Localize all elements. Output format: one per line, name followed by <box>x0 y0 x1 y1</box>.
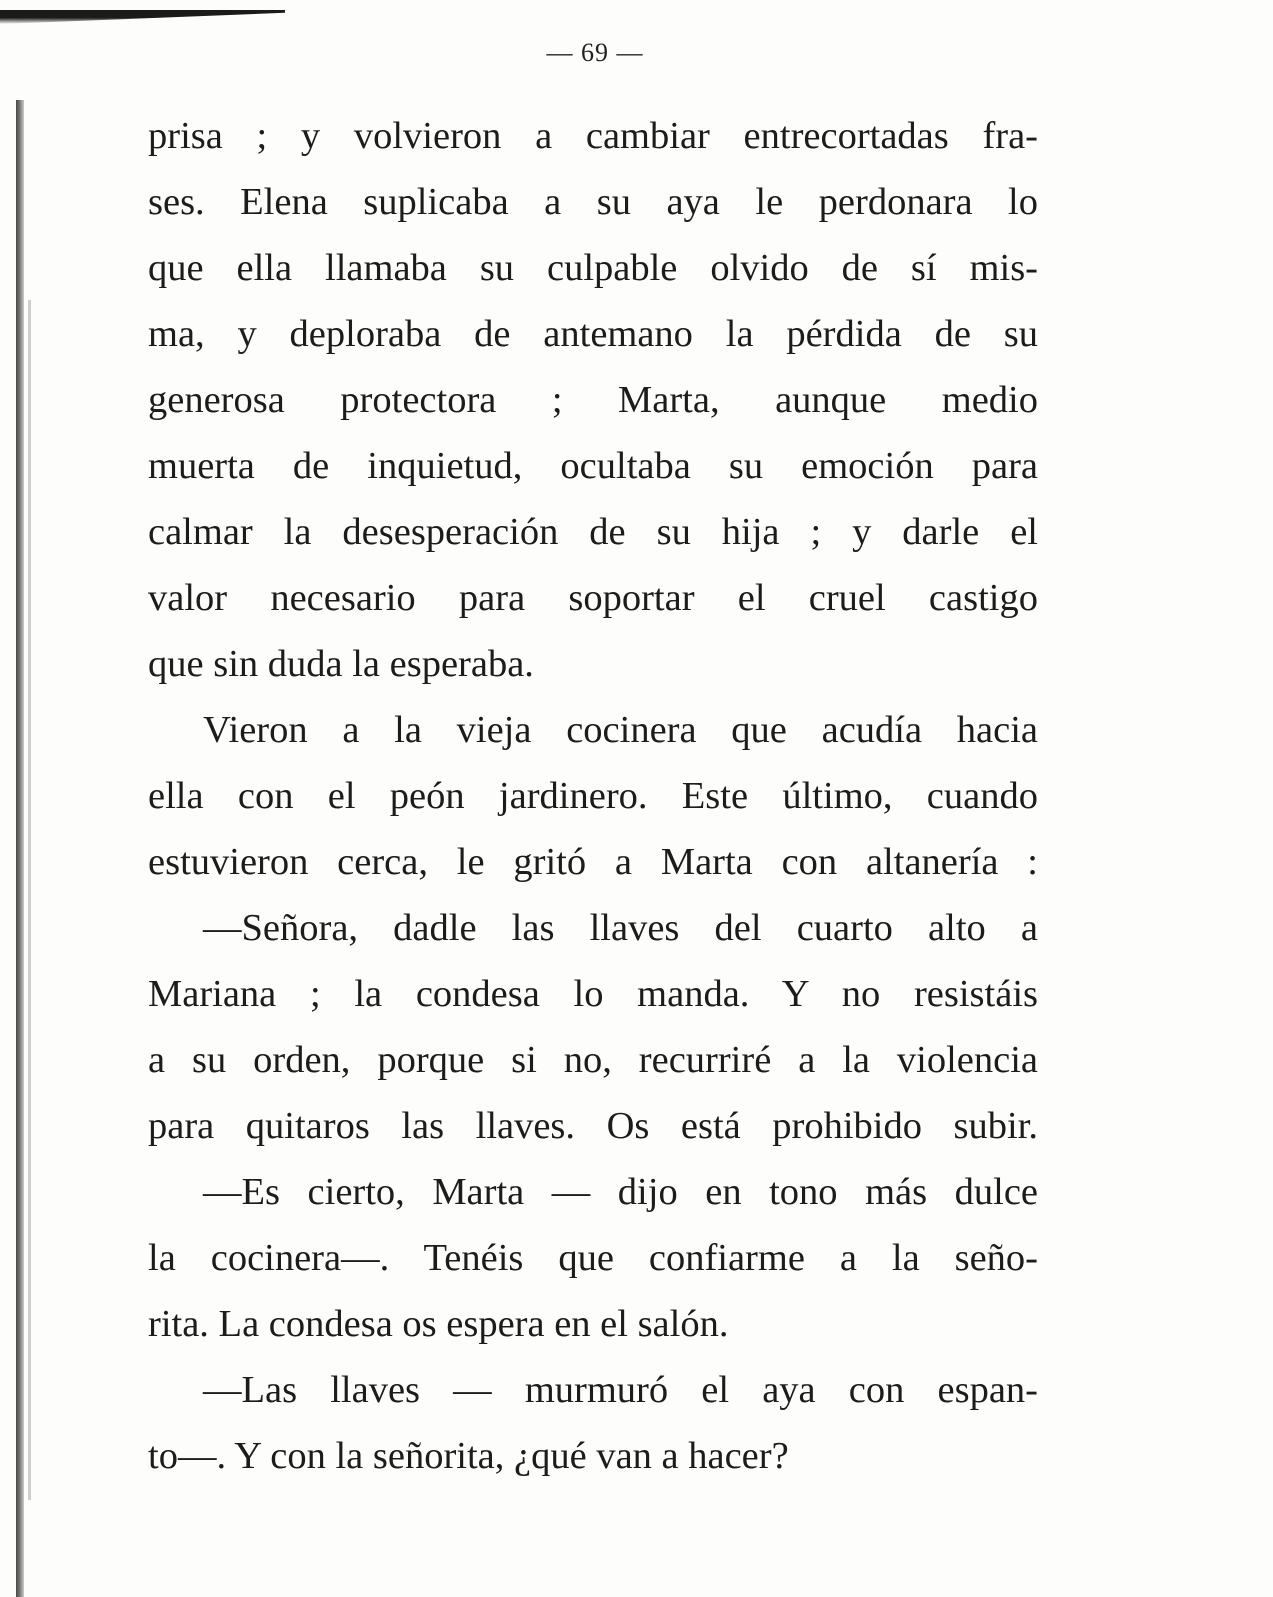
text-line: to—. Y con la señorita, ¿qué van a hacer? <box>148 1435 789 1477</box>
text-line: —Las llaves — murmuró el aya con espan- <box>203 1369 1038 1411</box>
text-line: Mariana ; la condesa lo manda. Y no resistáis <box>148 973 1038 1015</box>
text-line: valor necesario para soportar el cruel castigo <box>148 577 1038 619</box>
text-line: —Es cierto, Marta — dijo en tono más dulce <box>203 1171 1038 1213</box>
text-line: generosa protectora ; Marta, aunque medio <box>148 379 1038 421</box>
page-number: — 69 — <box>546 38 644 67</box>
binding-edge-faint <box>28 300 31 1500</box>
text-line: prisa ; y volvieron a cambiar entrecortadas fra- <box>148 115 1038 157</box>
top-ink-rule <box>0 10 285 24</box>
text-line: ses. Elena suplicaba a su aya le perdonara lo <box>148 181 1038 223</box>
text-line: ma, y deploraba de antemano la pérdida de su <box>148 313 1038 355</box>
text-line: —Señora, dadle las llaves del cuarto alto a <box>203 907 1038 949</box>
text-line: Vieron a la vieja cocinera que acudía hacia <box>203 709 1038 751</box>
text-line: estuvieron cerca, le gritó a Marta con altanería : <box>148 841 1038 883</box>
text-line: ella con el peón jardinero. Este último, cuando <box>148 775 1038 817</box>
text-line: para quitaros las llaves. Os está prohibido subir. <box>148 1105 1038 1147</box>
text-line: que sin duda la esperaba. <box>148 643 534 685</box>
text-line: calmar la desesperación de su hija ; y darle el <box>148 511 1038 553</box>
body-text <box>148 103 1038 1489</box>
text-line: la cocinera—. Tenéis que confiarme a la seño- <box>148 1237 1038 1279</box>
text-line: muerta de inquietud, ocultaba su emoción para <box>148 445 1038 487</box>
text-line: que ella llamaba su culpable olvido de sí mis- <box>148 247 1038 289</box>
text-line: a su orden, porque si no, recurriré a la violencia <box>148 1039 1038 1081</box>
text-line: rita. La condesa os espera en el salón. <box>148 1303 729 1345</box>
binding-edge-shadow <box>16 100 24 1597</box>
